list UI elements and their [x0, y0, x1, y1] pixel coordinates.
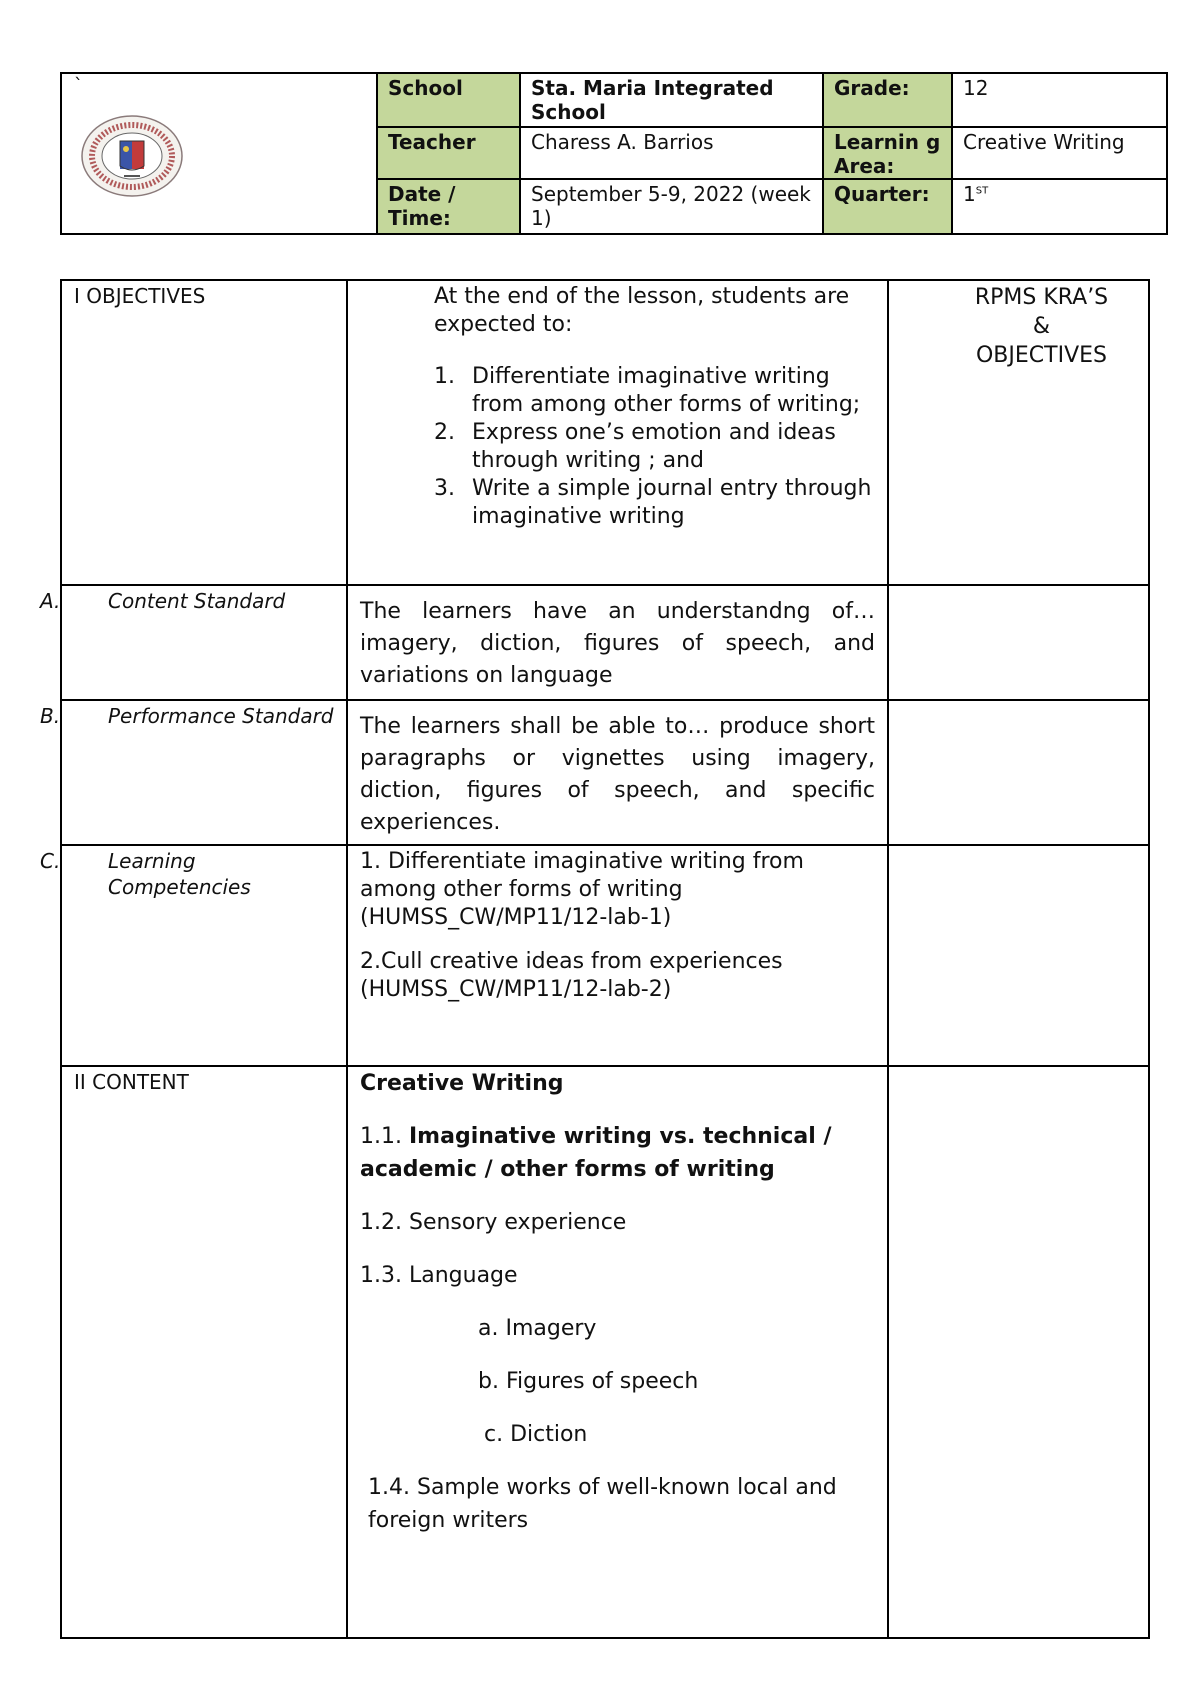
content-item-1-1: 1.1. Imaginative writing vs. technical / academic / other forms of writing [360, 1124, 832, 1182]
performance-standard-row [61, 700, 1149, 845]
list-item: 3. Write a simple journal entry through imaginative writing [434, 476, 872, 529]
quarter-value [952, 179, 1167, 234]
quarter-ordinal: ST [975, 185, 989, 197]
content-standard-rpms [888, 585, 1149, 700]
content-heading: II CONTENT [61, 1066, 347, 1638]
deped-seal-icon [80, 114, 185, 198]
grade-label: Grade: [823, 73, 952, 127]
learning-competencies-rpms [888, 845, 1149, 1066]
performance-standard-text: The learners shall be able to… produce short paragraphs or vignettes using imagery, diction, figures of speech, and specific experiences. [347, 700, 888, 845]
content-row [61, 1066, 1149, 1638]
date-time-value: September 5-9, 2022 (week 1) [520, 179, 823, 234]
logo-cell [61, 73, 377, 234]
teacher-label: Teacher [377, 127, 520, 179]
content-standard-row [61, 585, 1149, 700]
objectives-heading: I OBJECTIVES [61, 280, 347, 585]
quarter-label: Quarter: [823, 179, 952, 234]
learning-competencies-text [347, 845, 888, 1066]
content-title: Creative Writing [360, 1071, 564, 1096]
content-standard-text: The learners have an understandng of… imagery, diction, figures of speech, and variations on language [347, 585, 888, 700]
grade-value: 12 [952, 73, 1167, 127]
rpms-line-3: OBJECTIVES [975, 343, 1107, 368]
lesson-plan-table [40, 279, 1150, 1639]
objectives-cell [347, 280, 888, 585]
objectives-row [61, 280, 1149, 585]
performance-standard-label: B. Performance Standard [61, 700, 347, 845]
content-sub-b: b. Figures of speech [478, 1369, 699, 1394]
rpms-line-1: RPMS KRA’S [974, 285, 1109, 310]
school-value: Sta. Maria Integrated School [520, 73, 823, 127]
stray-mark: ` [74, 75, 83, 96]
performance-standard-rpms [888, 700, 1149, 845]
school-label: School [377, 73, 520, 127]
learning-area-label: Learnin g Area: [823, 127, 952, 179]
rpms-heading [888, 280, 1149, 585]
content-rpms [888, 1066, 1149, 1638]
content-item-1-3: 1.3. Language [360, 1263, 518, 1288]
quarter-number: 1 [963, 182, 976, 206]
content-standard-label: A. Content Standard [61, 585, 347, 700]
competency-2: 2.Cull creative ideas from experiences (HUMSS_CW/MP11/12-lab-2) [360, 949, 783, 1002]
learning-area-value: Creative Writing [952, 127, 1167, 179]
objectives-list [348, 363, 887, 531]
content-item-1-4: 1.4. Sample works of well-known local and foreign writers [368, 1475, 837, 1533]
objectives-intro: At the end of the lesson, students are expected to: [434, 284, 850, 337]
date-time-label: Date / Time: [377, 179, 520, 234]
content-cell [347, 1066, 888, 1638]
learning-competencies-row [61, 845, 1149, 1066]
content-sub-a: a. Imagery [478, 1316, 597, 1341]
list-item: 1. Differentiate imaginative writing from among other forms of writing; [434, 364, 861, 417]
teacher-value: Charess A. Barrios [520, 127, 823, 179]
list-item: 2. Express one’s emotion and ideas through writing ; and [434, 420, 836, 473]
learning-competencies-label: C. Learning Competencies [61, 845, 347, 1066]
content-sub-c: c. Diction [484, 1422, 588, 1447]
rpms-line-2: & [1032, 314, 1051, 339]
content-item-1-2: 1.2. Sensory experience [360, 1210, 627, 1235]
competency-1: 1. Differentiate imaginative writing from among other forms of writing (HUMSS_CW/MP11/12-lab-1) [360, 849, 804, 930]
header-table [60, 72, 1168, 235]
